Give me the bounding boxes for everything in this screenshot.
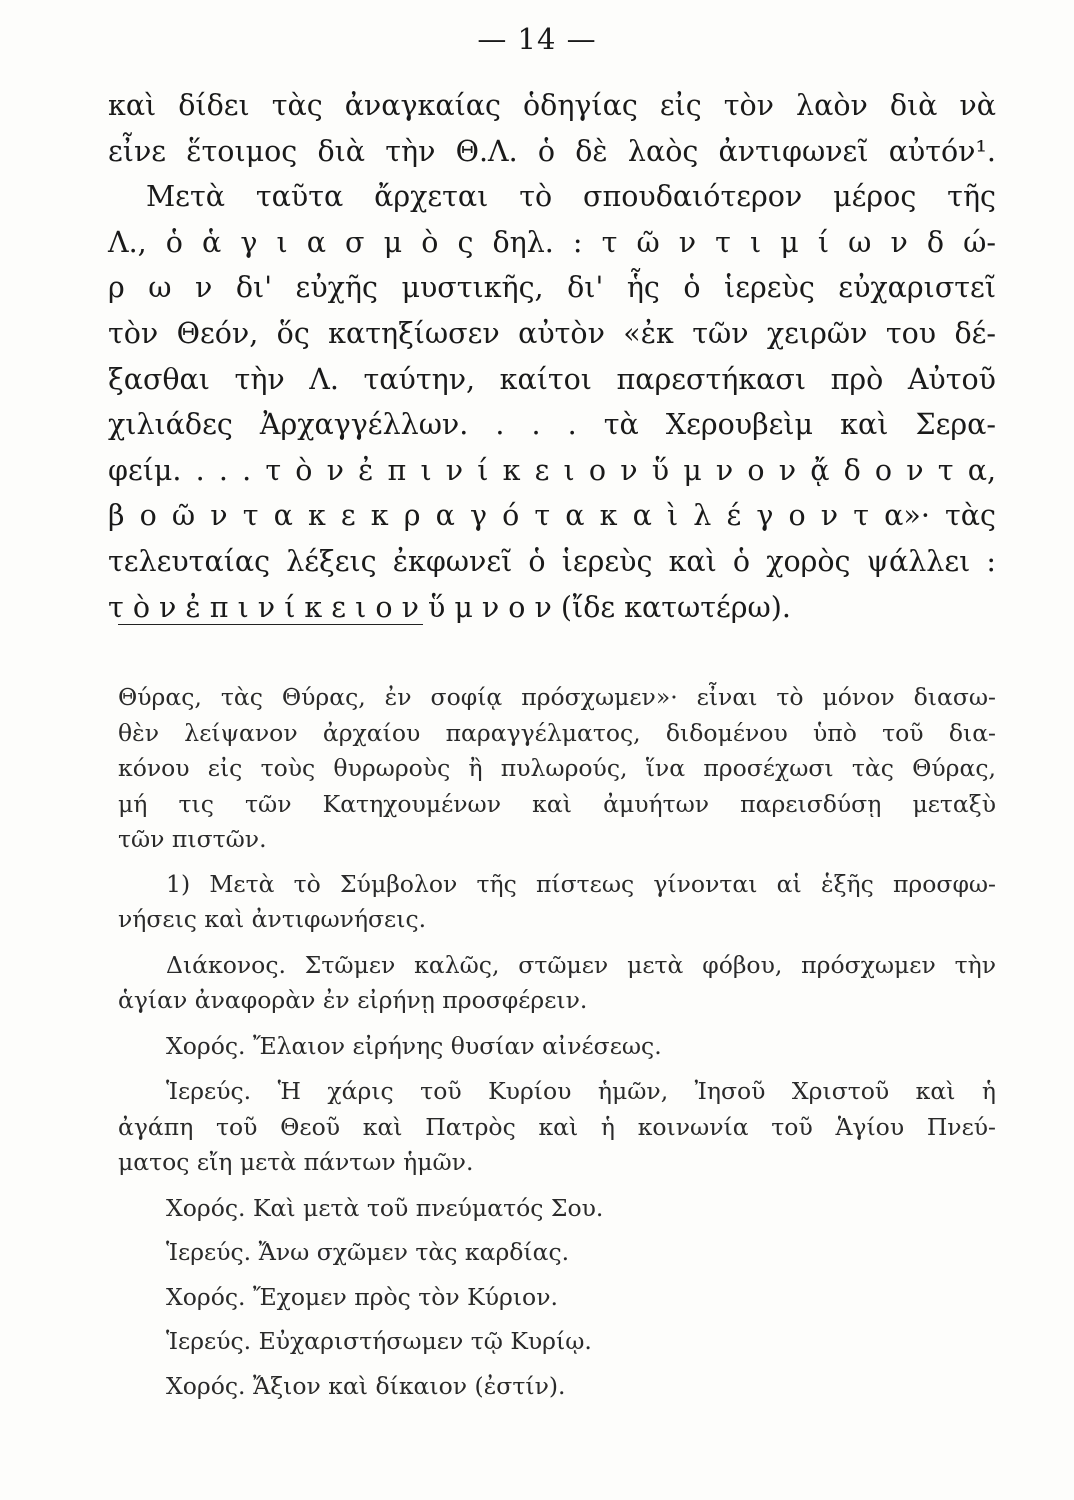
body-line: β ο ῶ ν τ α κ ε κ ρ α γ ό τ α κ α ὶ λ έ γ ο ν τ α»· τὰς xyxy=(108,499,996,533)
dialogue-priest: ἀγάπη τοῦ Θεοῦ καὶ Πατρὸς καὶ ἡ κοινωνία τοῦ Ἁγίου Πνεύ- xyxy=(118,1112,996,1141)
dialogue-choir: Χορός. Καὶ μετὰ τοῦ πνεύματός Σου. xyxy=(166,1193,604,1222)
footnote-1-line: νήσεις καὶ ἀντιφωνήσεις. xyxy=(118,905,427,933)
body-line: ξασθαι τὴν Λ. ταύτην, καίτοι παρεστήκασι πρὸ Αὐτοῦ xyxy=(108,362,996,396)
page-number: — 14 — xyxy=(477,22,597,56)
body-line: τ ὸ ν ἐ π ι ν ί κ ε ι ο ν ὕ μ ν ο ν (ἴδε κατωτέρω). xyxy=(108,590,791,624)
dialogue-priest: Ἱερεύς. Ἄνω σχῶμεν τὰς καρδίας. xyxy=(166,1238,570,1266)
body-line: καὶ δίδει τὰς ἀναγκαίας ὁδηγίας εἰς τὸν λαὸν διὰ νὰ xyxy=(108,89,996,122)
note-line: μή τις τῶν Κατηχουμένων καὶ ἀμυήτων παρεισδύσῃ μεταξὺ xyxy=(118,789,996,818)
footnotes xyxy=(118,680,996,1404)
dialogue-priest: Ἱερεύς. Εὐχαριστήσωμεν τῷ Κυρίῳ. xyxy=(166,1327,592,1355)
note-line: κόνου εἰς τοὺς θυρωροὺς ἢ πυλωρούς, ἵνα προσέχωσι τὰς Θύρας, xyxy=(118,754,996,782)
footnote-1-line: 1) Μετὰ τὸ Σύμβολον τῆς πίστεως γίνονται αἱ ἑξῆς προσφω- xyxy=(166,869,996,898)
main-body-text xyxy=(108,83,996,630)
body-line: φείμ. . . . τ ὸ ν ἐ π ι ν ί κ ε ι ο ν ὕ μ ν ο ν ᾄ δ ο ν τ α, xyxy=(108,453,996,487)
dialogue-choir: Χορός. Ἔλαιον εἰρήνης θυσίαν αἰνέσεως. xyxy=(166,1031,662,1060)
dialogue-choir: Χορός. Ἄξιον καὶ δίκαιον (ἐστίν). xyxy=(166,1371,566,1400)
body-line: Λ., ὁ ἁ γ ι α σ μ ὸ ς δηλ. : τ ῶ ν τ ι μ ί ω ν δ ώ- xyxy=(108,225,996,259)
body-line: Μετὰ ταῦτα ἄρχεται τὸ σπουδαιότερον μέρος τῆς xyxy=(146,180,996,214)
body-line: χιλιάδες Ἀρχαγγέλλων. . . . τὰ Χερουβεὶμ καὶ Σερα- xyxy=(108,408,996,442)
body-line: τελευταίας λέξεις ἐκφωνεῖ ὁ ἱερεὺς καὶ ὁ χορὸς ψάλλει : xyxy=(108,544,996,578)
dialogue-choir: Χορός. Ἔχομεν πρὸς τὸν Κύριον. xyxy=(166,1282,558,1311)
body-line: τὸν Θεόν, ὅς κατηξίωσεν αὐτὸν «ἐκ τῶν χειρῶν του δέ- xyxy=(108,316,996,350)
dialogue-deacon: Διάκονος. Στῶμεν καλῶς, στῶμεν μετὰ φόβου, πρόσχωμεν τὴν xyxy=(166,950,996,979)
footnote-separator xyxy=(118,624,423,625)
body-line: ρ ω ν δι' εὐχῆς μυστικῆς, δι' ἧς ὁ ἱερεὺς εὐχαριστεῖ xyxy=(108,271,996,305)
note-line: τῶν πιστῶν. xyxy=(118,825,267,853)
note-line: Θύρας, τὰς Θύρας, ἐν σοφίᾳ πρόσχωμεν»· εἶναι τὸ μόνον διασω- xyxy=(118,683,996,711)
note-line: θὲν λείψανον ἀρχαίου παραγγέλματος, διδομένου ὑπὸ τοῦ δια- xyxy=(118,718,996,747)
dialogue-deacon: ἁγίαν ἀναφορὰν ἐν εἰρήνῃ προσφέρειν. xyxy=(118,986,588,1014)
dialogue-priest: ματος εἴη μετὰ πάντων ἡμῶν. xyxy=(118,1148,474,1176)
body-line: εἶνε ἕτοιμος διὰ τὴν Θ.Λ. ὁ δὲ λαὸς ἀντιφωνεῖ αὐτόν¹. xyxy=(108,134,996,168)
dialogue-priest: Ἱερεύς. Ἡ χάρις τοῦ Κυρίου ἡμῶν, Ἰησοῦ Χριστοῦ καὶ ἡ xyxy=(166,1077,996,1105)
